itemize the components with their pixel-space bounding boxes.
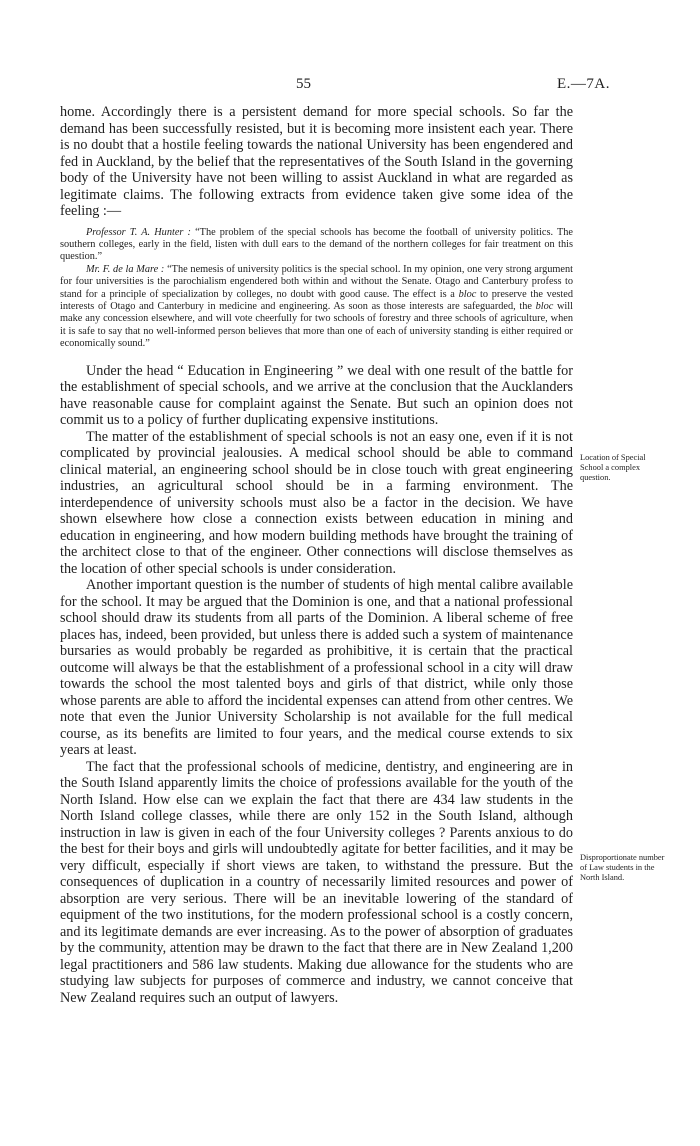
intro-paragraph: home. Accordingly there is a persistent demand for more special schools. So far the demand has been successfully resisted, but it is becoming more insistent each year. There is no doubt that a hostile feeling towards the national University has been engendered and fed in Auckland, by the belief that the representatives of the South Island in the governing body of the University have not been willing to assist Auckland in what are regarded as legitimate claims. The following extracts from evidence taken give some idea of the feeling :— [60,104,573,219]
document-reference: E.—7A. [557,76,610,92]
paragraph-location: The matter of the establishment of special schools is not an easy one, even if it is not complicated by provincial jealousies. A medical school should be able to command clinical material, an engineering school should be in close touch with great engineering industries, an agricultural school should be in a farming environment. The interdependence of university schools must also be a factor in the decision. We have shown elsewhere how close a connection exists between education in mining and education in engineering, and how modern building methods have brought the training of the architect close to that of the engineer. Other connections will disclose themselves as the location of other special schools is under consideration. [60,428,573,577]
quote-emphasis: bloc [535,300,554,312]
page-header [0,76,700,96]
quote-text-part: will make any concession elsewhere, and will vote cheerfully for two schools of forestry and three schools of agriculture, when it is safe to say that no well-informed person believes that more than one of each of university standing is either required or economically sound.” [60,300,574,350]
paragraph-students: Another important question is the number of students of high mental calibre available for the school. It may be argued that the Dominion is one, and that a national professional school should draw its students from all parts of the Dominion. A liberal scheme of free places has, indeed, been provided, but unless there is added such a system of maintenance bursaries as would probably be regarded as prohibitive, it is certain that the practical outcome will always be that the establishment of a professional school in a city will draw towards the school the most talented boys and girls of that district, while only those whose parents are able to afford the incidental expenses can attend from other centres. We note that even the Junior University Scholarship is not available for the full medical course, as its benefits are limited to four years, and the medical course extends to six years at least. [60,577,573,759]
main-text [60,104,573,1006]
page-number: 55 [296,76,311,92]
evidence-quote-de-la-mare [60,264,573,351]
quote-emphasis: bloc [458,288,477,300]
quote-text-part: to preserve the vested interests of Otago and Canterbury in medicine and engineering. As soon as those interests are safeguarded, the [60,288,573,312]
margin-note-location: Location of Special School a complex question. [580,453,646,482]
quote-speaker: Professor T. A. Hunter : [86,226,191,238]
quote-speaker: Mr. F. de la Mare : [86,263,165,275]
paragraph-law-students: The fact that the professional schools of medicine, dentistry, and engineering are in the South Island apparently limits the choice of professions available for the youth of the North Island. How else can we explain the fact that there are 434 law students in the North Island college classes, while there are only 152 in the South Island, although instruction in law is given in each of the four University colleges ? Parents anxious to do the best for their boys and girls will undoubtedly agitate for better facilities, and it may be very difficult, especially if short views are taken, to withstand the pressure. But the consequences of duplication in a country of necessarily limited resources and power of absorption are very serious. There will be an inevitable lowering of the standard of equipment of the two institutions, for the modern professional school is a costly concern, and its legitimate demands are ever increasing. As to the power of absorption of graduates by the community, attention may be drawn to the fact that there are in New Zealand 1,200 legal practitioners and 586 law students. Making due allowance for the students who are studying law subjects for purposes of commerce and industry, we cannot conceive that New Zealand requires such an output of lawyers. [60,758,573,1006]
quote-text: “The problem of the special schools has become the football of university politics. The southern colleges, early in the field, listen with dull ears to the demand of the northern colleges for fair treatment on this question.” [60,226,573,263]
margin-note-law-students: Disproportionate number of Law students in the North Island. [580,853,665,882]
paragraph-engineering: Under the head “ Education in Engineering ” we deal with one result of the battle for the establishment of special schools, and we arrive at the conclusion that the Aucklanders have reasonable cause for complaint against the Senate. But such an opinion does not commit us to a policy of further duplicating expensive institutions. [60,362,573,429]
evidence-quote-hunter [60,227,573,264]
quote-text-part: “The nemesis of university politics is the special school. In my opinion, one very strong argument for four universities is the parochialism engendered both within and without the Senate. Otago and Canterbury profess to stand for a principle of specialization by colleges, no doubt with good cause. The effect is a [60,263,573,300]
